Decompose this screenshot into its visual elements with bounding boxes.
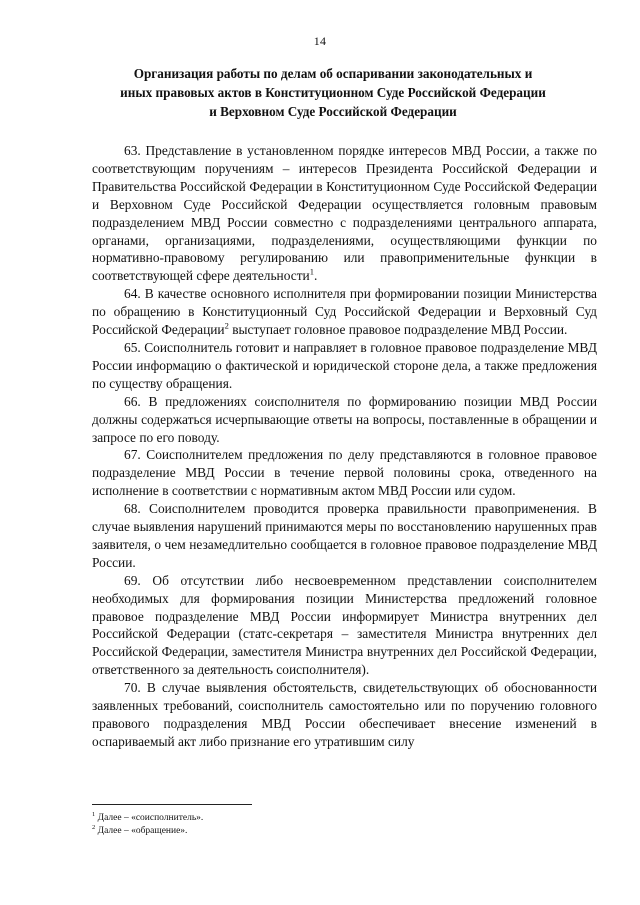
paragraph-68 (92, 500, 597, 572)
paragraph-text-tail: . (313, 268, 318, 284)
paragraph-text: 69. Об отсутствии либо несвоевременном представлении соисполнителем необходимых для формирования позиции Министерства предложений головное правовое подразделение МВД России информирует Министра внутренних дел Российской Федерации (статс-секретаря – заместителя Министра внутренних дел Российской Федерации, заместителя Министра внутренних дел Российской Федерации, ответственного за деятельность соисполнителя). (92, 572, 597, 678)
paragraph-69 (92, 572, 597, 679)
paragraph-text: 70. В случае выявления обстоятельств, свидетельствующих об обоснованности заявленных требований, соисполнитель самостоятельно или по поручению головного правового подразделения МВД России обеспечивает внесение изменений в оспариваемый акт либо признание его утратившим силу (92, 680, 597, 749)
footnote-reference: 1 (309, 266, 314, 277)
paragraph-text: 67. Соисполнителем предложения по делу представляются в головное правовое подразделение МВД России в течение первой половины срока, отведенного на исполнение в соответствии с нормативным актом МВД России или судом. (92, 447, 597, 499)
section-heading: Организация работы по делам об оспаривании законодательных и иных правовых актов в Конституционном Суде Российской Федерации и Верховном Суде Российской Федерации (120, 66, 546, 119)
paragraph-text: 66. В предложениях соисполнителя по формированию позиции МВД России должны содержаться исчерпывающие ответы на вопросы, поставленные в обращении и запросе по его поводу. (92, 393, 597, 445)
paragraph-66 (92, 393, 597, 447)
paragraph-70 (92, 679, 597, 751)
document-body (92, 142, 597, 751)
footnotes (92, 812, 492, 838)
paragraph-64 (92, 285, 597, 339)
footnote-2 (92, 825, 492, 838)
footnote-reference: 2 (224, 320, 229, 331)
footnote-divider (92, 804, 252, 805)
paragraph-text: 65. Соисполнитель готовит и направляет в головное правовое подразделение МВД России информацию о фактической и юридической стороне дела, а также предложения по существу обращения. (92, 339, 597, 391)
footnote-1 (92, 812, 492, 825)
paragraph-67 (92, 446, 597, 500)
footnote-number: 2 (92, 823, 96, 831)
paragraph-text: 68. Соисполнителем проводится проверка правильности правоприменения. В случае выявления нарушений принимаются меры по восстановлению нарушенных прав заявителя, о чем незамедлительно сообщается в головное правовое подразделение МВД России. (92, 501, 597, 570)
paragraph-65 (92, 339, 597, 393)
paragraph-63 (92, 142, 597, 285)
paragraph-text: 64. В качестве основного исполнителя при формировании позиции Министерства по обращению в Конституционный Суд Российской Федерации и Верховный Суд Российской Федерации (92, 286, 597, 338)
page-number: 14 (313, 34, 327, 48)
footnote-text: Далее – «обращение». (95, 826, 188, 836)
paragraph-text-tail: выступает головное правовое подразделение МВД России. (228, 322, 568, 338)
footnote-number: 1 (92, 810, 96, 818)
paragraph-text: 63. Представление в установленном порядке интересов МВД России, а также по соответствующим поручениям – интересов Президента Российской Федерации и Правительства Российской Федерации в Конституционном Суде Российской Федерации и Верховном Суде Российской Федерации осуществляется головным правовым подразделением МВД России совместно с подразделениями центрального аппарата, органами, организациями, подразделениями, осуществляющими функции по нормативно-правовому регулированию или правоприменительные функции в соответствующей сфере деятельности (92, 143, 597, 284)
footnote-text: Далее – «соисполнитель». (95, 813, 204, 823)
